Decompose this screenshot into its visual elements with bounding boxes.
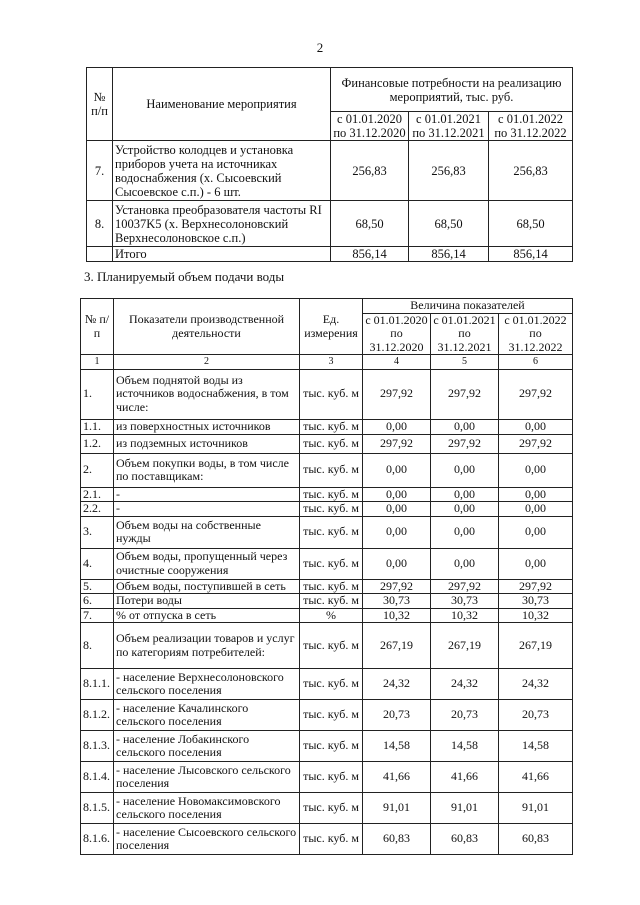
row-value-2022: 0,00: [499, 453, 573, 487]
row-name: Объем воды на собственные нужды: [114, 516, 300, 548]
table-row: [81, 369, 573, 419]
row-value-2021: 24,32: [431, 669, 499, 700]
row-unit: тыс. куб. м: [300, 623, 363, 669]
row-num: 3.: [81, 516, 114, 548]
row-unit: тыс. куб. м: [300, 762, 363, 793]
row-name: - население Верхнесолоновского сельского поселения: [114, 669, 300, 700]
row-unit: %: [300, 608, 363, 623]
row-value: 68,50: [409, 201, 489, 247]
col-num: 3: [300, 355, 363, 370]
table-row: [81, 594, 573, 609]
row-value-2022: 297,92: [499, 579, 573, 594]
table-row: [87, 141, 573, 201]
row-name: Объем поднятой воды из источников водоснабжения, в том числе:: [114, 369, 300, 419]
row-unit: тыс. куб. м: [300, 516, 363, 548]
row-value-2021: 14,58: [431, 731, 499, 762]
header-finance: Финансовые потребности на реализацию мероприятий, тыс. руб.: [331, 68, 573, 112]
row-value: 256,83: [489, 141, 573, 201]
row-value-2021: 0,00: [431, 548, 499, 579]
row-value-2022: 60,83: [499, 824, 573, 855]
row-value: 68,50: [489, 201, 573, 247]
row-num: 7.: [87, 141, 113, 201]
table-row: [81, 453, 573, 487]
row-num: 8.1.1.: [81, 669, 114, 700]
row-value-2020: 0,00: [363, 487, 431, 502]
row-num: 2.: [81, 453, 114, 487]
row-value-2021: 297,92: [431, 369, 499, 419]
table-row: [81, 762, 573, 793]
row-name: Потери воды: [114, 594, 300, 609]
row-value-2021: 0,00: [431, 487, 499, 502]
row-name: Установка преобразователя частоты RI 10037K5 (х. Верхнесолоновский Верхнесолоновское с.п.): [113, 201, 331, 247]
row-value-2020: 14,58: [363, 731, 431, 762]
header-values: Величина показателей: [363, 299, 573, 314]
row-value-2020: 0,00: [363, 419, 431, 434]
row-value-2022: 0,00: [499, 502, 573, 517]
row-name: - население Качалинского сельского поселения: [114, 700, 300, 731]
row-num: 8.1.2.: [81, 700, 114, 731]
row-unit: тыс. куб. м: [300, 419, 363, 434]
table-row: [81, 731, 573, 762]
table-row: [81, 434, 573, 453]
row-num: 4.: [81, 548, 114, 579]
row-unit: тыс. куб. м: [300, 369, 363, 419]
row-value: 256,83: [409, 141, 489, 201]
row-value-2020: 0,00: [363, 502, 431, 517]
row-unit: тыс. куб. м: [300, 434, 363, 453]
row-value-2020: 0,00: [363, 453, 431, 487]
header-period-2021: с 01.01.2021 по 31.12.2021: [409, 112, 489, 141]
col-num: 1: [81, 355, 114, 370]
col-num: 4: [363, 355, 431, 370]
header-period-2020: с 01.01.2020 по 31.12.2020: [331, 112, 409, 141]
total-num: [87, 247, 113, 262]
total-value: 856,14: [489, 247, 573, 262]
row-name: - население Лобакинского сельского поселения: [114, 731, 300, 762]
row-name: Объем воды, пропущенный через очистные сооружения: [114, 548, 300, 579]
total-value: 856,14: [409, 247, 489, 262]
row-num: 5.: [81, 579, 114, 594]
row-value-2020: 41,66: [363, 762, 431, 793]
row-value-2020: 0,00: [363, 516, 431, 548]
row-value-2020: 60,83: [363, 824, 431, 855]
row-unit: тыс. куб. м: [300, 548, 363, 579]
row-unit: тыс. куб. м: [300, 453, 363, 487]
row-value-2022: 20,73: [499, 700, 573, 731]
row-value-2022: 0,00: [499, 487, 573, 502]
row-value-2022: 41,66: [499, 762, 573, 793]
row-value-2021: 91,01: [431, 793, 499, 824]
row-num: 2.2.: [81, 502, 114, 517]
row-num: 2.1.: [81, 487, 114, 502]
section-title: 3. Планируемый объем подачи воды: [84, 269, 285, 284]
row-name: % от отпуска в сеть: [114, 608, 300, 623]
row-value-2020: 297,92: [363, 434, 431, 453]
row-num: 8.1.5.: [81, 793, 114, 824]
table-row: [81, 502, 573, 517]
finance-table: [86, 67, 573, 262]
header-indicator: Показатели производственной деятельности: [114, 299, 300, 355]
row-value-2022: 0,00: [499, 419, 573, 434]
header-name: Наименование мероприятия: [113, 68, 331, 141]
row-name: из поверхностных источников: [114, 419, 300, 434]
row-num: 1.: [81, 369, 114, 419]
table-row: [81, 487, 573, 502]
header-period-2021: с 01.01.2021 по 31.12.2021: [431, 313, 499, 355]
row-name: - население Лысовского сельского поселения: [114, 762, 300, 793]
row-name: Объем реализации товаров и услуг по категориям потребителей:: [114, 623, 300, 669]
row-value-2021: 0,00: [431, 516, 499, 548]
row-unit: тыс. куб. м: [300, 579, 363, 594]
row-value-2021: 41,66: [431, 762, 499, 793]
total-value: 856,14: [331, 247, 409, 262]
row-value-2021: 0,00: [431, 419, 499, 434]
header-period-2022: с 01.01.2022 по 31.12.2022: [499, 313, 573, 355]
table-row: [81, 793, 573, 824]
row-num: 8.: [87, 201, 113, 247]
row-num: 1.1.: [81, 419, 114, 434]
row-value-2021: 0,00: [431, 502, 499, 517]
row-value-2021: 60,83: [431, 824, 499, 855]
total-label: Итого: [113, 247, 331, 262]
row-value-2022: 10,32: [499, 608, 573, 623]
row-value-2022: 297,92: [499, 369, 573, 419]
row-name: Устройство колодцев и установка приборов учета на источниках водоснабжения (х. Сысоевский Сысоевское с.п.) - 6 шт.: [113, 141, 331, 201]
table-row: [81, 419, 573, 434]
row-unit: тыс. куб. м: [300, 700, 363, 731]
table-row: [81, 608, 573, 623]
row-value-2020: 0,00: [363, 548, 431, 579]
row-value-2020: 297,92: [363, 579, 431, 594]
row-num: 8.1.4.: [81, 762, 114, 793]
row-num: 8.1.6.: [81, 824, 114, 855]
row-name: - население Новомаксимовского сельского поселения: [114, 793, 300, 824]
row-unit: тыс. куб. м: [300, 669, 363, 700]
table-row: [81, 579, 573, 594]
row-name: Объем воды, поступившей в сеть: [114, 579, 300, 594]
row-name: - население Сысоевского сельского поселения: [114, 824, 300, 855]
row-value: 256,83: [331, 141, 409, 201]
row-value-2022: 297,92: [499, 434, 573, 453]
row-value: 68,50: [331, 201, 409, 247]
finance-table-header-row: [87, 68, 573, 112]
row-name: Объем покупки воды, в том числе по поставщикам:: [114, 453, 300, 487]
row-num: 8.: [81, 623, 114, 669]
row-value-2021: 267,19: [431, 623, 499, 669]
row-value-2020: 24,32: [363, 669, 431, 700]
row-value-2020: 20,73: [363, 700, 431, 731]
total-row: [87, 247, 573, 262]
water-table-body: [81, 369, 573, 855]
row-num: 6.: [81, 594, 114, 609]
row-value-2022: 91,01: [499, 793, 573, 824]
row-unit: тыс. куб. м: [300, 594, 363, 609]
table-row: [81, 548, 573, 579]
col-num: 2: [114, 355, 300, 370]
table-row: [81, 623, 573, 669]
column-number-row: [81, 355, 573, 370]
header-period-2022: с 01.01.2022 по 31.12.2022: [489, 112, 573, 141]
row-name: из подземных источников: [114, 434, 300, 453]
header-unit: Ед. измерения: [300, 299, 363, 355]
row-num: 8.1.3.: [81, 731, 114, 762]
row-value-2021: 10,32: [431, 608, 499, 623]
row-value-2021: 0,00: [431, 453, 499, 487]
col-num: 6: [499, 355, 573, 370]
water-table-header-row: [81, 299, 573, 314]
row-value-2021: 297,92: [431, 434, 499, 453]
row-value-2022: 267,19: [499, 623, 573, 669]
row-name: -: [114, 502, 300, 517]
row-unit: тыс. куб. м: [300, 487, 363, 502]
header-num: № п/п: [87, 68, 113, 141]
table-row: [81, 824, 573, 855]
row-unit: тыс. куб. м: [300, 793, 363, 824]
row-value-2020: 267,19: [363, 623, 431, 669]
header-num: № п/п: [81, 299, 114, 355]
row-value-2021: 20,73: [431, 700, 499, 731]
row-name: -: [114, 487, 300, 502]
row-value-2021: 297,92: [431, 579, 499, 594]
table-row: [87, 201, 573, 247]
row-value-2020: 91,01: [363, 793, 431, 824]
row-unit: тыс. куб. м: [300, 502, 363, 517]
row-value-2020: 10,32: [363, 608, 431, 623]
row-value-2022: 30,73: [499, 594, 573, 609]
row-unit: тыс. куб. м: [300, 824, 363, 855]
table-row: [81, 516, 573, 548]
row-value-2020: 297,92: [363, 369, 431, 419]
header-period-2020: с 01.01.2020 по 31.12.2020: [363, 313, 431, 355]
row-value-2022: 24,32: [499, 669, 573, 700]
row-unit: тыс. куб. м: [300, 731, 363, 762]
page-number: 2: [316, 40, 324, 55]
table-row: [81, 669, 573, 700]
table-row: [81, 700, 573, 731]
row-value-2021: 30,73: [431, 594, 499, 609]
water-supply-table: [80, 298, 573, 855]
row-num: 7.: [81, 608, 114, 623]
col-num: 5: [431, 355, 499, 370]
row-value-2020: 30,73: [363, 594, 431, 609]
row-value-2022: 0,00: [499, 548, 573, 579]
row-num: 1.2.: [81, 434, 114, 453]
row-value-2022: 0,00: [499, 516, 573, 548]
row-value-2022: 14,58: [499, 731, 573, 762]
